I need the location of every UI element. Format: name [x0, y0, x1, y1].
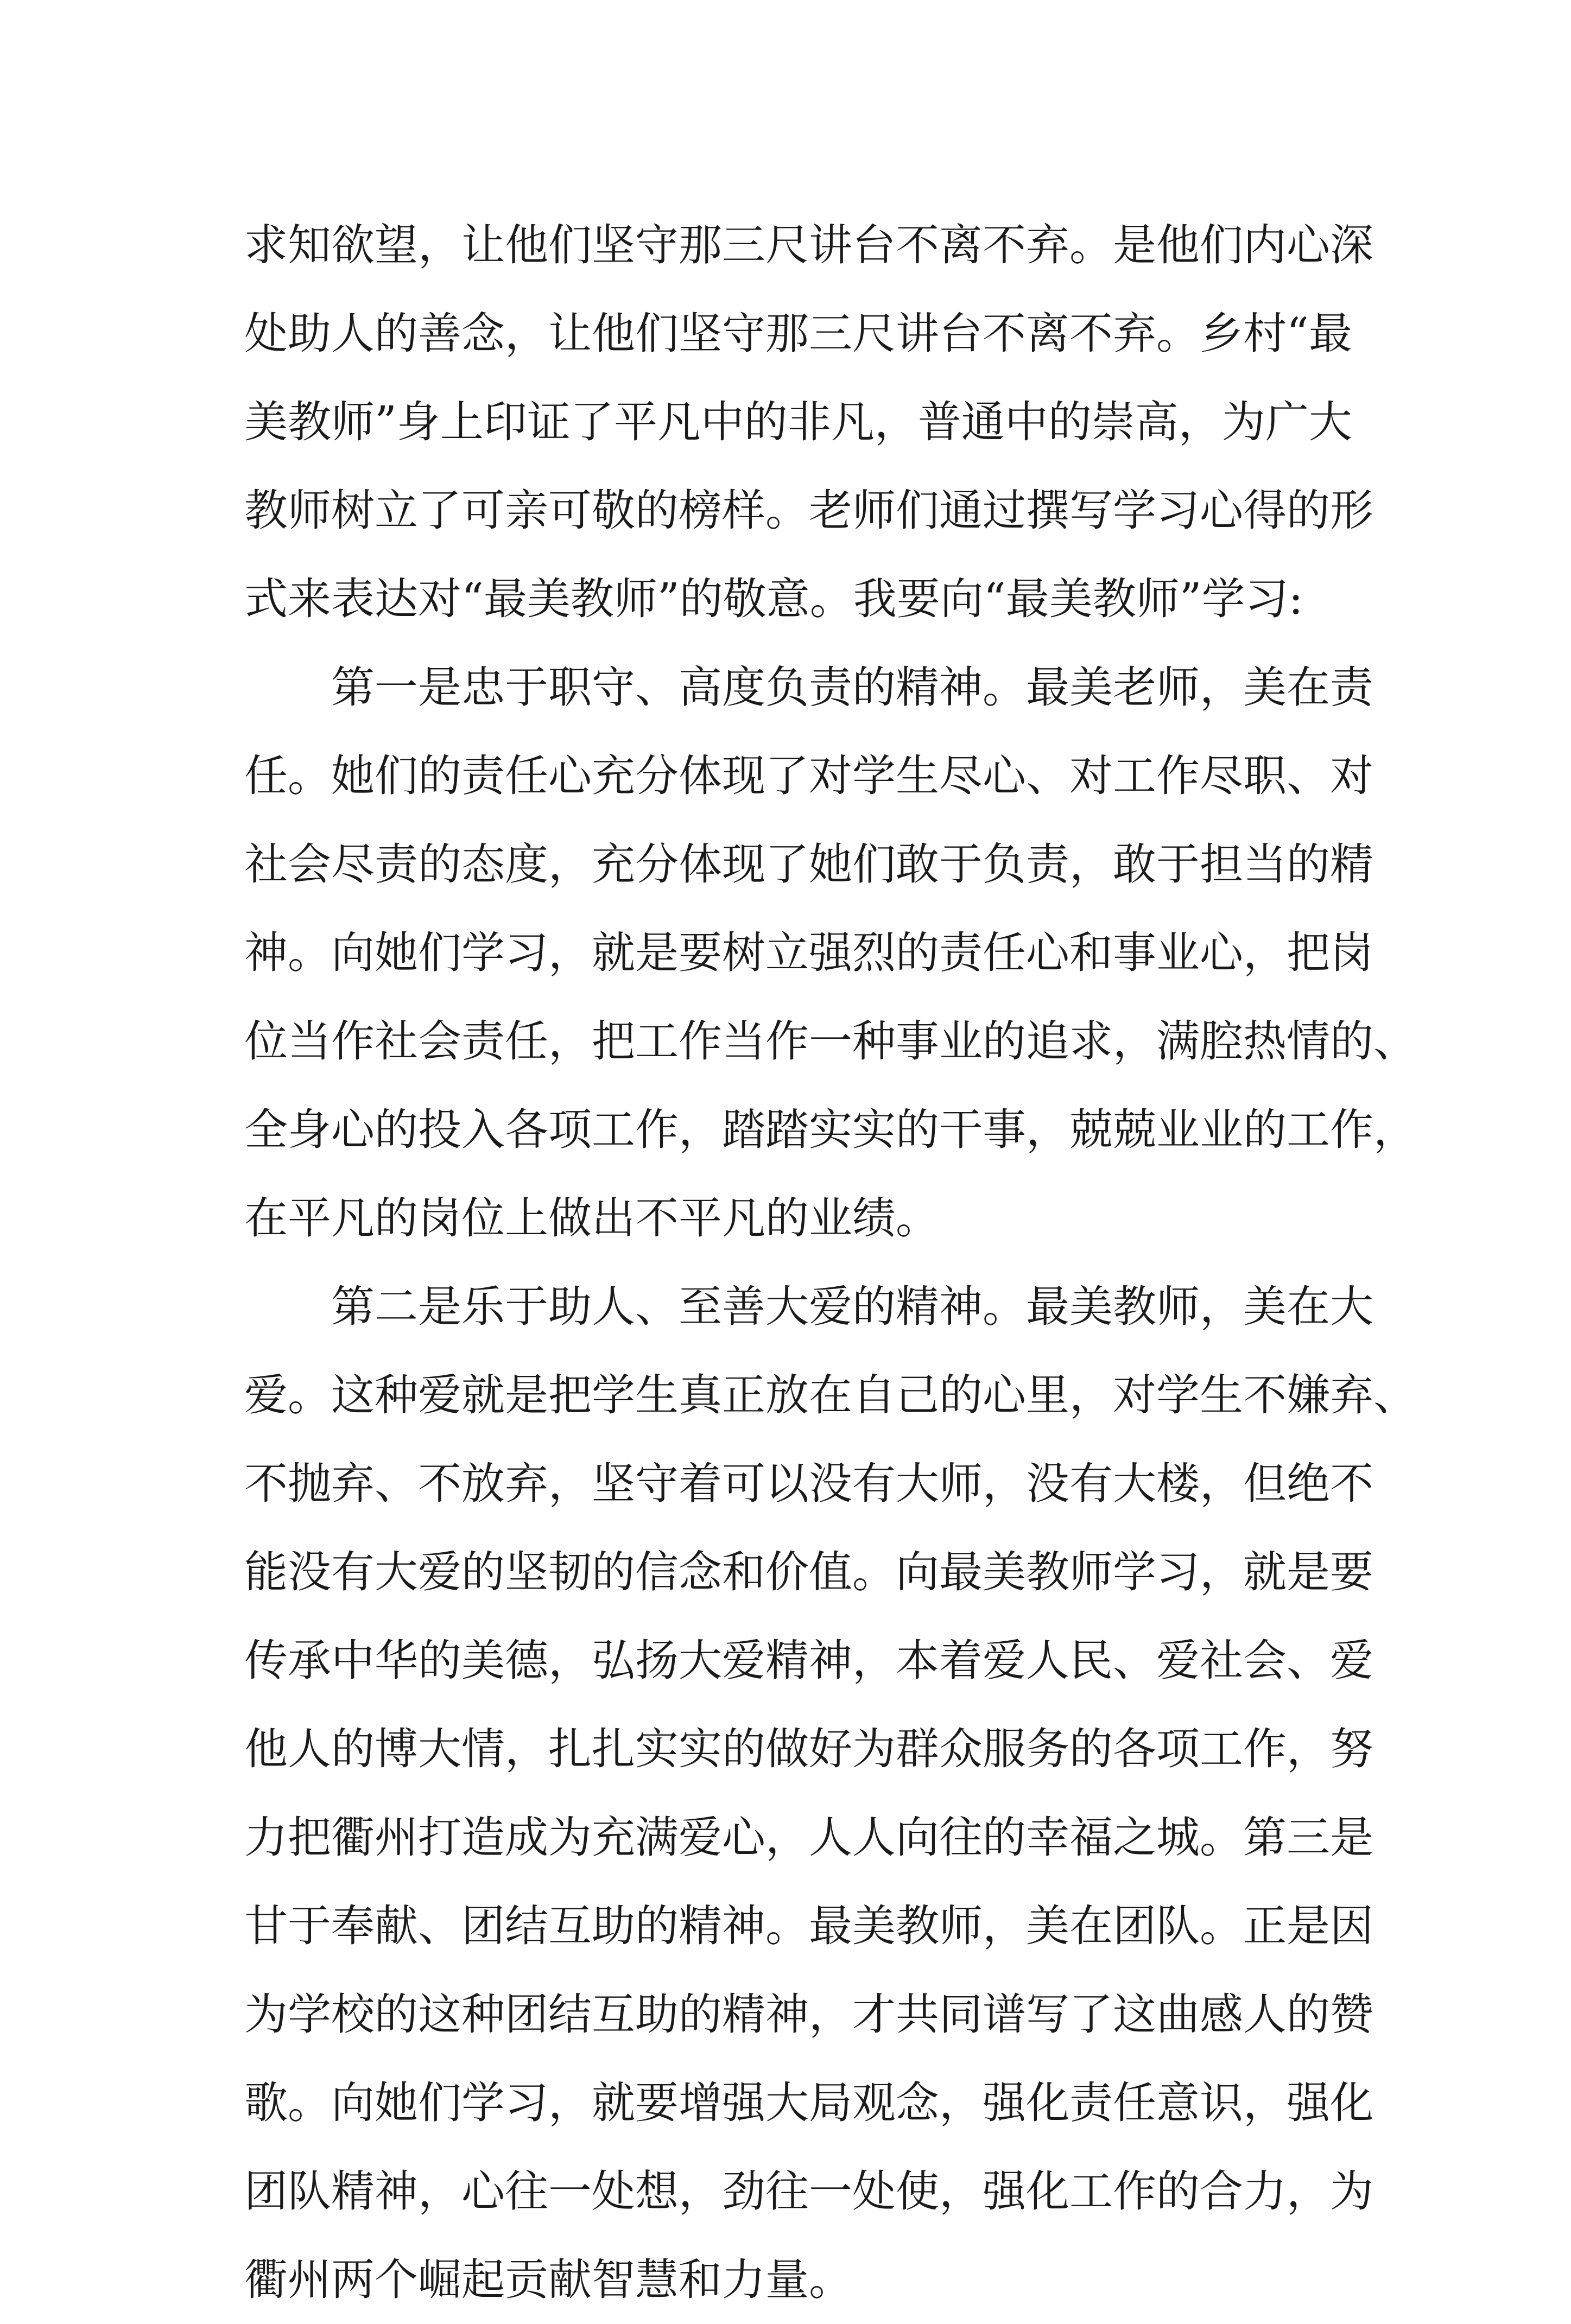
text-line: 衢州两个崛起贡献智慧和力量。 [244, 2255, 852, 2305]
text-line: 教师树立了可亲可敬的榜样。老师们通过撰写学习心得的形 [244, 485, 1373, 536]
text-line: 传承中华的美德，弘扬大爱精神，本着爱人民、爱社会、爱 [244, 1635, 1373, 1686]
text-line: 美教师”身上印证了平凡中的非凡，普通中的崇高，为广大 [244, 397, 1352, 447]
text-line: 他人的博大情，扎扎实实的做好为群众服务的各项工作，努 [244, 1724, 1373, 1774]
text-line: 爱。这种爱就是把学生真正放在自己的心里，对学生不嫌弃、 [244, 1370, 1417, 1420]
text-line: 求知欲望，让他们坚守那三尺讲台不离不弃。是他们内心深 [244, 220, 1373, 270]
text-line: 神。向她们学习，就是要树立强烈的责任心和事业心，把岗 [244, 928, 1373, 978]
document-body [244, 201, 1417, 2324]
text-line: 处助人的善念，让他们坚守那三尺讲台不离不弃。乡村“最 [244, 308, 1352, 359]
text-line: 为学校的这种团结互助的精神，才共同谱写了这曲感人的赞 [244, 1989, 1373, 2040]
text-line: 在平凡的岗位上做出不平凡的业绩。 [244, 1193, 939, 1243]
text-line: 甘于奉献、团结互助的精神。最美教师，美在团队。正是因 [244, 1901, 1373, 1951]
text-line: 第二是乐于助人、至善大爱的精神。最美教师，美在大 [331, 1281, 1373, 1332]
text-line: 歌。向她们学习，就要增强大局观念，强化责任意识，强化 [244, 2078, 1373, 2128]
text-line: 任。她们的责任心充分体现了对学生尽心、对工作尽职、对 [244, 751, 1373, 801]
text-line: 不抛弃、不放弃，坚守着可以没有大师，没有大楼，但绝不 [244, 1458, 1373, 1509]
text-line: 能没有大爱的坚韧的信念和价值。向最美教师学习，就是要 [244, 1547, 1373, 1597]
text-line: 团队精神，心往一处想，劲往一处使，强化工作的合力，为 [244, 2166, 1373, 2217]
text-line: 力把衢州打造成为充满爱心，人人向往的幸福之城。第三是 [244, 1812, 1373, 1863]
text-line: 全身心的投入各项工作，踏踏实实的干事，兢兢业业的工作， [244, 1104, 1417, 1155]
text-line: 位当作社会责任，把工作当作一种事业的追求，满腔热情的、 [244, 1016, 1417, 1066]
text-line: 第一是忠于职守、高度负责的精神。最美老师，美在责 [331, 662, 1373, 713]
text-line: 社会尽责的态度，充分体现了她们敢于负责，敢于担当的精 [244, 839, 1373, 890]
text-line: 式来表达对“最美教师”的敬意。我要向“最美教师”学习: [244, 574, 1303, 624]
